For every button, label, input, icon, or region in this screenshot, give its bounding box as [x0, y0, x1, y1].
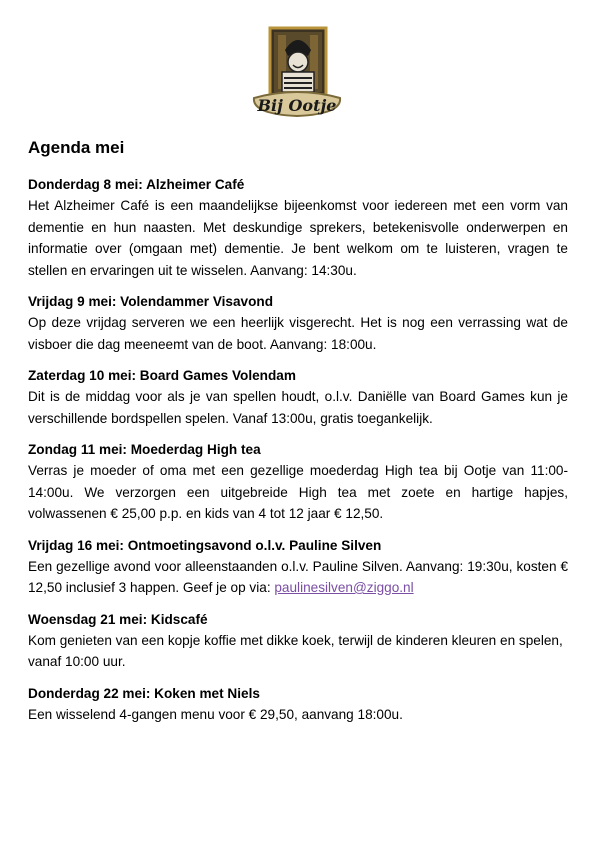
event-item: [28, 683, 568, 726]
event-title: Vrijdag 16 mei: Ontmoetingsavond o.l.v. Pauline Silven: [28, 537, 382, 553]
event-title: Donderdag 22 mei: Koken met Niels: [28, 685, 260, 701]
event-title: Donderdag 8 mei: Alzheimer Café: [28, 177, 245, 192]
page-title: Agenda mei: [28, 138, 125, 157]
event-description: Op deze vrijdag serveren we een heerlijk visgerecht. Het is nog een verrassing wat de visboer die dag meeneemt van de boot. Aanvang: 18:00u.: [28, 315, 568, 352]
event-title: Zaterdag 10 mei: Board Games Volendam: [28, 368, 296, 383]
event-description: Dit is de middag voor als je van spellen houdt, o.l.v. Daniëlle van Board Games kun je verschillende bordspellen spelen. Vanaf 13:00u, gratis toegankelijk.: [28, 389, 568, 426]
event-description: Het Alzheimer Café is een maandelijkse bijeenkomst voor iedereen met een vorm van dementie en hun naasten. Met deskundige sprekers, betekenisvolle onderwerpen en informatie over (omgaan met) dementie. Je bent welkom om te luisteren, vragen te stellen en ervaringen uit te wisselen. Aanvang: 14:30u.: [28, 198, 568, 278]
event-description: Een wisselend 4-gangen menu voor € 29,50, aanvang 18:00u.: [28, 706, 403, 722]
event-item: [28, 439, 568, 525]
event-item: [28, 365, 568, 429]
event-list: [28, 174, 568, 735]
email-link[interactable]: paulinesilven@ziggo.nl: [274, 580, 414, 595]
event-item: [28, 291, 568, 355]
event-item: [28, 535, 568, 599]
event-title: Woensdag 21 mei: Kidscafé: [28, 611, 208, 627]
event-item: [28, 174, 568, 281]
event-title: Vrijdag 9 mei: Volendammer Visavond: [28, 294, 274, 309]
event-description: Kom genieten van een kopje koffie met dikke koek, terwijl de kinderen kleuren en spelen, vanaf 10:00 uur.: [28, 632, 563, 669]
event-description: Verras je moeder of oma met een gezellige moederdag High tea bij Ootje van 11:00-14:00u. We verzorgen een uitgebreide High tea met zoete en hartige hapjes, volwassenen € 25,00 p.p. en kids van 4 tot 12 jaar € 12,50.: [28, 463, 568, 521]
event-description: [28, 556, 568, 599]
event-title: Zondag 11 mei: Moederdag High tea: [28, 442, 261, 457]
event-item: [28, 609, 568, 673]
bij-ootje-logo: [244, 20, 350, 126]
event-description-text: Een gezellige avond voor alleenstaanden o.l.v. Pauline Silven. Aanvang: 19:30u, kosten € 12,50 inclusief 3 happen. Geef je op via:: [28, 558, 568, 595]
logo-text: Bij Ootje: [257, 96, 337, 115]
